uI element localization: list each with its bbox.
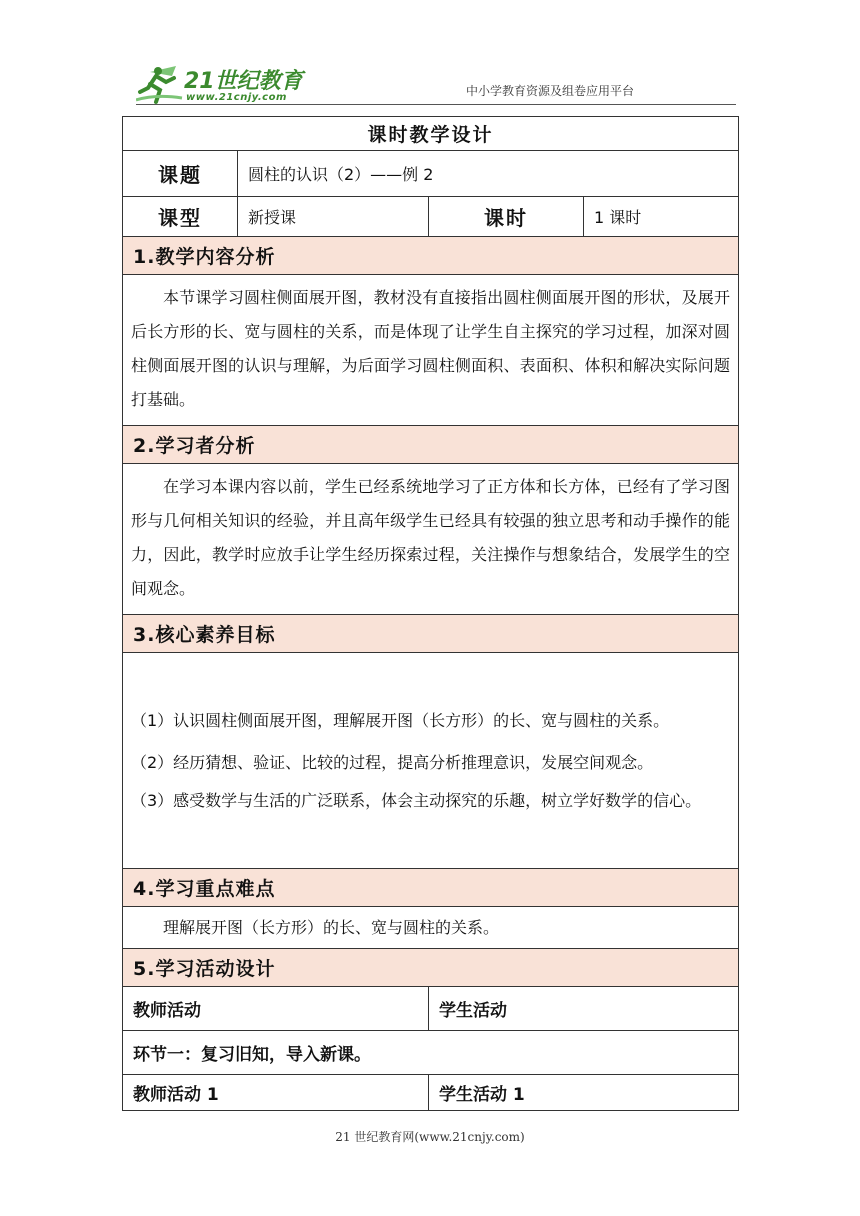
platform-tagline: 中小学教育资源及组卷应用平台	[466, 84, 635, 98]
lesson-plan-table	[122, 116, 739, 1111]
type-label: 课型	[123, 197, 238, 237]
site-logo[interactable]	[136, 62, 306, 106]
content-analysis-text: 本节课学习圆柱侧面展开图，教材没有直接指出圆柱侧面展开图的形状，及展开后长方形的长、宽与圆柱的关系，而是体现了让学生自主探究的学习过程，加深对圆柱侧面展开图的认识与理解，为后面学习圆柱侧面积、表面积、体积和解决实际问题打基础。	[123, 275, 739, 426]
goal-item: （3）感受数学与生活的广泛联系，体会主动探究的乐趣，树立学好数学的信心。	[131, 790, 702, 810]
brand-name: 21世纪教育	[184, 69, 303, 94]
topic-label: 课题	[123, 151, 238, 197]
stage-one-heading: 环节一：复习旧知，导入新课。	[123, 1031, 739, 1075]
section-heading-goals: 3.核心素养目标	[123, 615, 739, 653]
student-activity-header: 学生活动	[429, 987, 739, 1031]
page-footer: 21 世纪教育网(www.21cnjy.com)	[335, 1130, 525, 1144]
section-heading-activities: 5.学习活动设计	[123, 949, 739, 987]
type-value: 新授课	[238, 197, 429, 237]
topic-value: 圆柱的认识（2）——例 2	[238, 151, 739, 197]
period-label: 课时	[429, 197, 584, 237]
goal-item: （1）认识圆柱侧面展开图，理解展开图（长方形）的长、宽与圆柱的关系。	[131, 710, 670, 730]
student-activity-1: 学生活动 1	[429, 1075, 739, 1111]
goal-item: （2）经历猜想、验证、比较的过程，提高分析推理意识，发展空间观念。	[131, 752, 654, 772]
goals-cell	[123, 653, 739, 869]
section-heading-key-points: 4.学习重点难点	[123, 869, 739, 907]
table-title: 课时教学设计	[123, 117, 739, 151]
runner-logo-icon	[136, 62, 188, 106]
header-divider	[136, 104, 736, 105]
teacher-activity-header: 教师活动	[123, 987, 429, 1031]
page-header	[0, 0, 860, 112]
key-points-text: 理解展开图（长方形）的长、宽与圆柱的关系。	[123, 907, 739, 949]
section-heading-learner-analysis: 2.学习者分析	[123, 426, 739, 464]
brand-url: www.21cnjy.com	[186, 92, 287, 103]
section-heading-content-analysis: 1.教学内容分析	[123, 237, 739, 275]
period-value: 1 课时	[584, 197, 739, 237]
learner-analysis-text: 在学习本课内容以前，学生已经系统地学习了正方体和长方体，已经有了学习图形与几何相关知识的经验，并且高年级学生已经具有较强的独立思考和动手操作的能力，因此，教学时应放手让学生经历探索过程，关注操作与想象结合，发展学生的空间观念。	[123, 464, 739, 615]
teacher-activity-1: 教师活动 1	[123, 1075, 429, 1111]
